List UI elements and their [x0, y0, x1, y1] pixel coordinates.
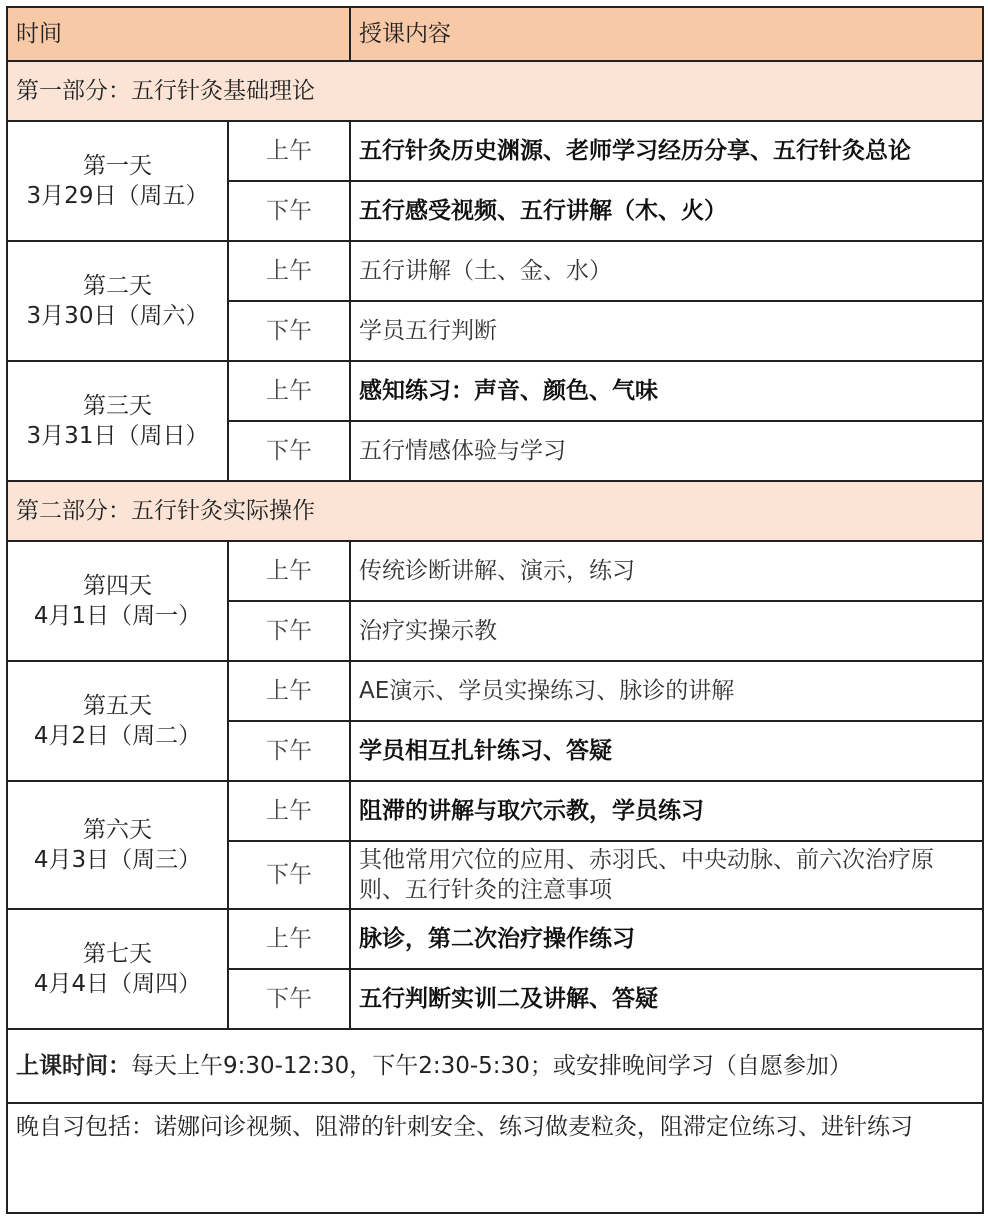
period-pm: 下午: [228, 301, 350, 361]
session-content: AE演示、学员实操练习、脉诊的讲解: [350, 661, 983, 721]
evening-study-note: 晚自习包括：诺娜问诊视频、阻滞的针刺安全、练习做麦粒灸，阻滞定位练习、进针练习: [7, 1103, 983, 1213]
period-am: 上午: [228, 909, 350, 969]
day-cell: [7, 909, 228, 1029]
period-pm: 下午: [228, 601, 350, 661]
schedule-table: [6, 6, 984, 1214]
day-date: 4月2日（周二）: [33, 723, 202, 749]
part-row: [7, 61, 983, 121]
day-date: 4月4日（周四）: [33, 971, 202, 997]
day-label: 第六天: [83, 817, 152, 843]
session-content: 感知练习：声音、颜色、气味: [350, 361, 983, 421]
class-time-value: 每天上午9:30-12:30，下午2:30-5:30；或安排晚间学习（自愿参加）: [131, 1053, 852, 1079]
day-date: 3月30日（周六）: [26, 303, 209, 329]
class-time-label: 上课时间：: [16, 1053, 131, 1079]
evening-study-row: [7, 1103, 983, 1213]
day-label: 第三天: [83, 393, 152, 419]
day-cell: [7, 241, 228, 361]
part-row: [7, 481, 983, 541]
period-am: 上午: [228, 121, 350, 181]
period-am: 上午: [228, 241, 350, 301]
session-content: 五行讲解（土、金、水）: [350, 241, 983, 301]
day-cell: [7, 361, 228, 481]
session-content: 其他常用穴位的应用、赤羽氏、中央动脉、前六次治疗原则、五行针灸的注意事项: [350, 841, 983, 909]
header-content: 授课内容: [350, 7, 983, 61]
session-content: 五行判断实训二及讲解、答疑: [350, 969, 983, 1029]
session-content: 学员相互扎针练习、答疑: [350, 721, 983, 781]
day-label: 第四天: [83, 573, 152, 599]
day-label: 第二天: [83, 273, 152, 299]
day-date: 3月29日（周五）: [26, 183, 209, 209]
header-time: 时间: [7, 7, 350, 61]
period-am: 上午: [228, 781, 350, 841]
day-cell: [7, 121, 228, 241]
period-am: 上午: [228, 661, 350, 721]
day-date: 3月31日（周日）: [26, 423, 209, 449]
period-pm: 下午: [228, 841, 350, 909]
table-row: [7, 661, 983, 721]
part-title: 第二部分：五行针灸实际操作: [7, 481, 983, 541]
session-content: 五行感受视频、五行讲解（木、火）: [350, 181, 983, 241]
period-pm: 下午: [228, 421, 350, 481]
table-row: [7, 541, 983, 601]
session-content: 学员五行判断: [350, 301, 983, 361]
period-am: 上午: [228, 541, 350, 601]
day-date: 4月3日（周三）: [33, 847, 202, 873]
session-content: 五行情感体验与学习: [350, 421, 983, 481]
session-content: 五行针灸历史渊源、老师学习经历分享、五行针灸总论: [350, 121, 983, 181]
class-time-row: [7, 1029, 983, 1103]
table-row: [7, 121, 983, 181]
table-row: [7, 361, 983, 421]
day-cell: [7, 781, 228, 909]
session-content: 阻滞的讲解与取穴示教，学员练习: [350, 781, 983, 841]
period-am: 上午: [228, 361, 350, 421]
header-row: [7, 7, 983, 61]
day-cell: [7, 541, 228, 661]
table-row: [7, 781, 983, 841]
day-date: 4月1日（周一）: [33, 603, 202, 629]
session-content: 传统诊断讲解、演示，练习: [350, 541, 983, 601]
class-time-note: [7, 1029, 983, 1103]
day-label: 第七天: [83, 941, 152, 967]
session-content: 治疗实操示教: [350, 601, 983, 661]
period-pm: 下午: [228, 969, 350, 1029]
part-title: 第一部分：五行针灸基础理论: [7, 61, 983, 121]
period-pm: 下午: [228, 721, 350, 781]
session-content: 脉诊，第二次治疗操作练习: [350, 909, 983, 969]
period-pm: 下午: [228, 181, 350, 241]
table-row: [7, 909, 983, 969]
table-row: [7, 241, 983, 301]
day-cell: [7, 661, 228, 781]
day-label: 第一天: [83, 153, 152, 179]
day-label: 第五天: [83, 693, 152, 719]
